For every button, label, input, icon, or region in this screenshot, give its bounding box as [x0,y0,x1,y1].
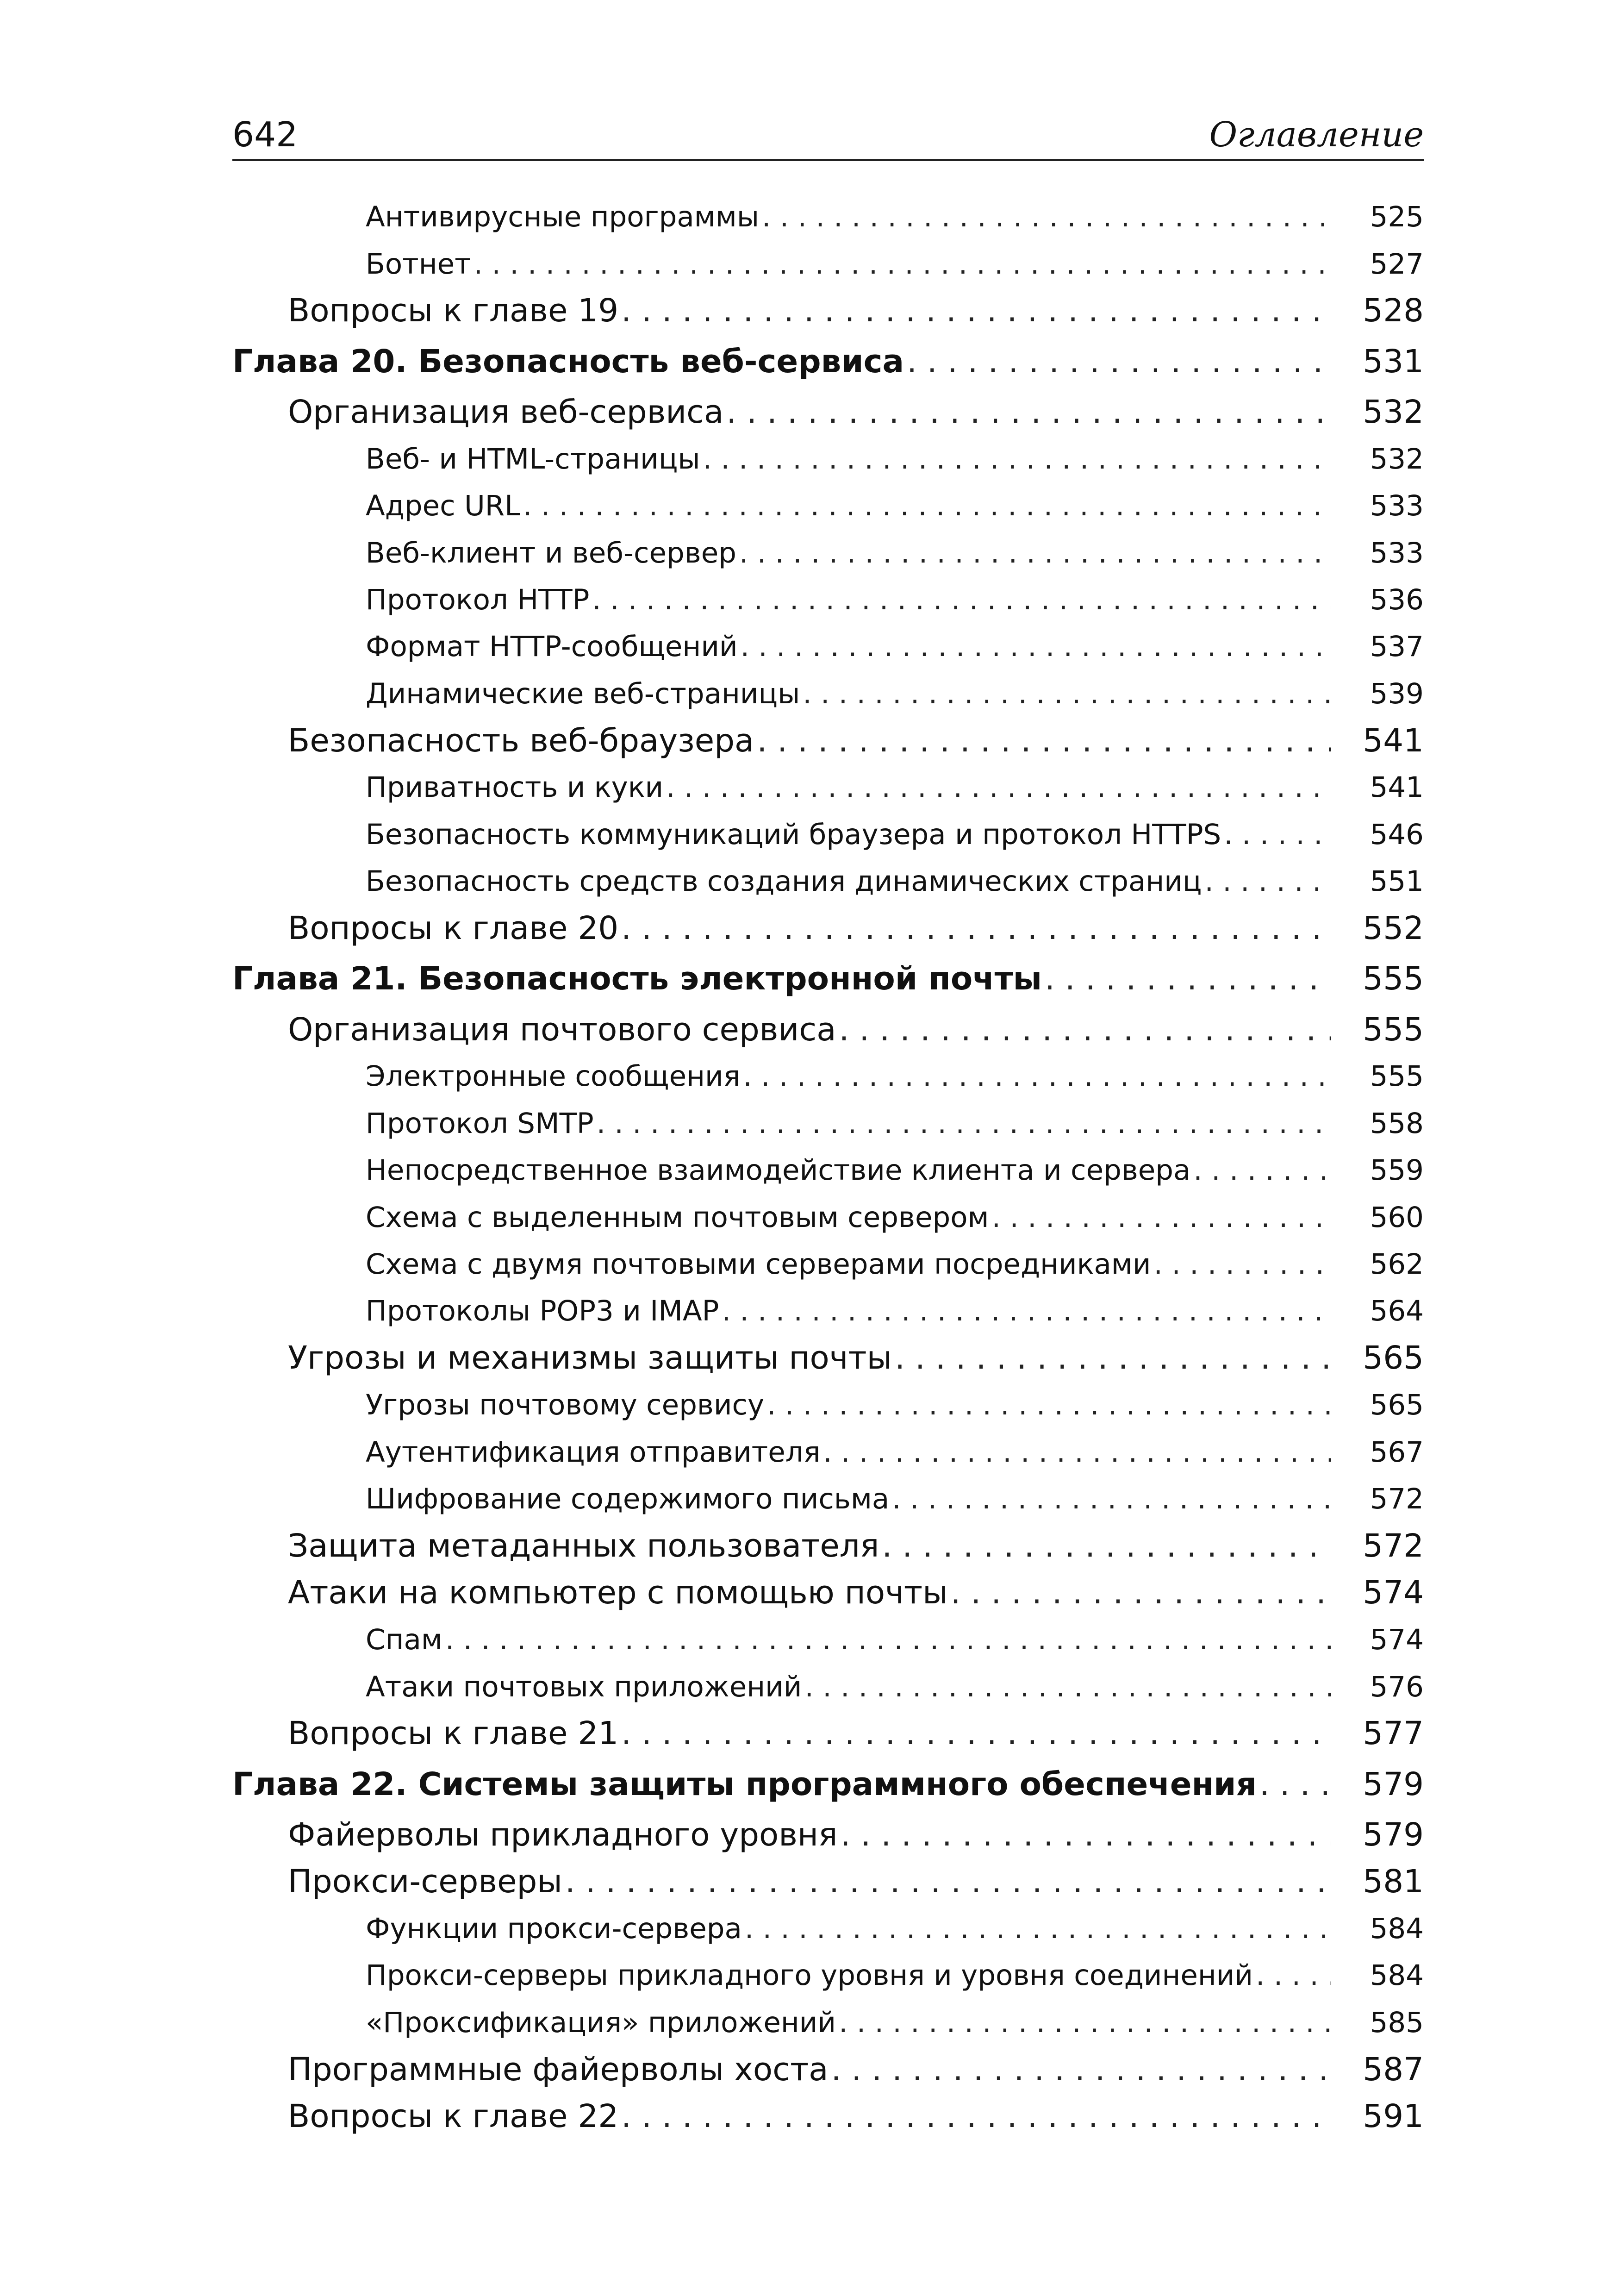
toc-section-entry[interactable] [232,1570,1424,1616]
running-head: Оглавление [1209,115,1424,155]
dot-leader [1259,1766,1331,1803]
toc-entry-page-number: 559 [1370,1154,1424,1187]
toc-section-entry[interactable] [232,288,1424,334]
toc-subsection-entry[interactable] [232,1053,1424,1100]
toc-subsection-entry[interactable] [232,1382,1424,1428]
dot-leader [743,1060,1331,1093]
toc-section-entry[interactable] [232,388,1424,435]
toc-entry-title: Организация почтового сервиса [288,1011,836,1048]
toc-entry-title: Глава 21. Безопасность электронной почты [232,960,1042,998]
dot-leader [703,443,1332,475]
toc-subsection-entry[interactable] [232,764,1424,811]
toc-entry-page-number: 565 [1370,1389,1424,1422]
toc-subsection-entry[interactable] [232,1476,1424,1522]
toc-entry-page-number: 525 [1370,200,1424,234]
toc-subsection-entry[interactable] [232,482,1424,529]
toc-section-entry[interactable] [232,1858,1424,1905]
toc-entry-page-number: 539 [1370,677,1424,710]
toc-entry-page-number: 555 [1363,1011,1424,1048]
toc-subsection-entry[interactable] [232,623,1424,670]
toc-entry-page-number: 537 [1370,630,1424,663]
dot-leader [839,1011,1331,1048]
dot-leader [621,910,1331,947]
toc-entry-page-number: 541 [1370,771,1424,804]
toc-entry-page-number: 574 [1370,1623,1424,1657]
dot-leader [823,1436,1331,1469]
toc-subsection-entry[interactable] [232,1194,1424,1240]
toc-subsection-entry[interactable] [232,1147,1424,1194]
toc-entry-page-number: 532 [1363,393,1424,431]
toc-entry-page-number: 567 [1370,1435,1424,1469]
toc-entry-title: Прокси-серверы [288,1863,562,1901]
toc-subsection-entry[interactable] [232,436,1424,482]
toc-chapter-entry[interactable] [232,334,1424,388]
toc-subsection-entry[interactable] [232,240,1424,287]
toc-section-entry[interactable] [232,1335,1424,1382]
dot-leader [523,489,1331,522]
header-rule [232,159,1424,161]
dot-leader [621,292,1331,329]
toc-subsection-entry[interactable] [232,1428,1424,1475]
toc-entry-page-number: 555 [1363,960,1424,998]
toc-entry-page-number: 560 [1370,1201,1424,1234]
toc-entry-page-number: 576 [1370,1670,1424,1703]
toc-section-entry[interactable] [232,2093,1424,2140]
page-header [232,109,1424,160]
dot-leader [839,2006,1331,2039]
dot-leader [882,1527,1331,1564]
toc-entry-title: Функции прокси-сервера [366,1912,742,1946]
toc-entry-page-number: 541 [1363,722,1424,759]
toc-entry-title: Шифрование содержимого письма [366,1482,890,1515]
toc-subsection-entry[interactable] [232,576,1424,623]
toc-entry-title: Протокол HTTP [366,583,590,616]
toc-section-entry[interactable] [232,1710,1424,1757]
dot-leader [722,1295,1331,1327]
dot-leader [726,394,1331,431]
toc-entry-page-number: 579 [1363,1816,1424,1853]
toc-entry-title: Угрозы почтовому сервису [366,1389,765,1422]
toc-entry-title: Ботнет [366,247,471,281]
toc-entry-title: Антивирусные программы [366,200,759,234]
toc-entry-page-number: 572 [1370,1482,1424,1515]
toc-entry-page-number: 558 [1370,1107,1424,1140]
toc-entry-page-number: 555 [1370,1060,1424,1093]
toc-section-entry[interactable] [232,1811,1424,1858]
dot-leader [1224,818,1331,851]
dot-leader [621,1715,1331,1752]
dot-leader [1193,1154,1331,1187]
toc-entry-title: Спам [366,1623,442,1657]
toc-subsection-entry[interactable] [232,1999,1424,2046]
toc-entry-page-number: 546 [1370,818,1424,851]
toc-entry-title: Веб- и HTML-страницы [366,442,700,475]
toc-entry-title: Вопросы к главе 21 [288,1715,619,1752]
dot-leader [992,1201,1331,1234]
toc-entry-page-number: 579 [1363,1765,1424,1803]
dot-leader [895,1339,1331,1376]
toc-entry-page-number: 585 [1370,2006,1424,2039]
toc-entry-page-number: 581 [1363,1863,1424,1901]
toc-entry-title: Непосредственное взаимодействие клиента и сервера [366,1154,1191,1187]
toc-entry-page-number: 591 [1363,2098,1424,2135]
toc-entry-page-number: 574 [1363,1574,1424,1612]
toc-entry-page-number: 527 [1370,247,1424,281]
toc-entry-title: Атаки почтовых приложений [366,1670,802,1703]
dot-leader [803,677,1331,710]
dot-leader [892,1483,1331,1515]
toc-entry-page-number: 532 [1370,442,1424,475]
dot-leader [1045,960,1331,997]
toc-subsection-entry[interactable] [232,1905,1424,1952]
toc-entry-page-number: 584 [1370,1912,1424,1946]
dot-leader [841,1816,1331,1853]
dot-leader [1154,1248,1331,1281]
toc-entry-title: Электронные сообщения [366,1060,741,1093]
toc-entry-title: Угрозы и механизмы защиты почты [288,1339,892,1377]
toc-entry-page-number: 551 [1370,865,1424,898]
toc-subsection-entry[interactable] [232,811,1424,858]
toc-entry-page-number: 562 [1370,1248,1424,1281]
toc-entry-page-number: 536 [1370,583,1424,616]
dot-leader [804,1670,1331,1703]
toc-entry-title: Веб-клиент и веб-сервер [366,536,736,569]
toc-entry-title: Безопасность средств создания динамических страниц [366,865,1202,898]
toc-subsection-entry[interactable] [232,1241,1424,1288]
toc-entry-page-number: 584 [1370,1959,1424,1992]
dot-leader [762,200,1331,233]
toc-entry-page-number: 528 [1363,292,1424,330]
toc-entry-title: Безопасность веб-браузера [288,722,754,759]
toc-entry-title: Глава 22. Системы защиты программного обеспечения [232,1765,1257,1803]
toc-entry-title: Вопросы к главе 19 [288,292,619,330]
toc-entry-title: Протокол SMTP [366,1107,594,1140]
table-of-contents [232,194,1424,2140]
toc-subsection-entry[interactable] [232,529,1424,576]
toc-entry-title: Глава 20. Безопасность веб-сервиса [232,343,904,380]
dot-leader [745,1912,1331,1945]
toc-entry-title: «Проксификация» приложений [366,2006,836,2039]
toc-entry-page-number: 587 [1363,2051,1424,2088]
dot-leader [445,1623,1331,1656]
toc-entry-title: Схема с двумя почтовыми серверами посредниками [366,1248,1151,1281]
dot-leader [741,630,1331,663]
toc-entry-title: Формат HTTP-сообщений [366,630,738,663]
toc-subsection-entry[interactable] [232,858,1424,905]
toc-section-entry[interactable] [232,1522,1424,1569]
toc-section-entry[interactable] [232,1006,1424,1053]
toc-entry-title: Программные файерволы хоста [288,2051,829,2088]
dot-leader [767,1389,1331,1421]
dot-leader [621,2098,1331,2135]
dot-leader [565,1863,1331,1900]
toc-entry-title: Атаки на компьютер с помощью почты [288,1574,948,1612]
toc-subsection-entry[interactable] [232,1616,1424,1663]
dot-leader [757,722,1331,759]
toc-subsection-entry[interactable] [232,1100,1424,1147]
toc-subsection-entry[interactable] [232,194,1424,240]
dot-leader [951,1574,1331,1611]
toc-entry-title: Безопасность коммуникаций браузера и протокол HTTPS [366,818,1221,851]
toc-entry-page-number: 552 [1363,910,1424,947]
toc-entry-title: Вопросы к главе 22 [288,2098,619,2135]
toc-entry-title: Вопросы к главе 20 [288,910,619,947]
dot-leader [1204,865,1331,898]
toc-entry-title: Приватность и куки [366,771,664,804]
toc-entry-page-number: 577 [1363,1715,1424,1752]
dot-leader [666,771,1331,804]
toc-entry-page-number: 533 [1370,489,1424,523]
toc-entry-page-number: 533 [1370,536,1424,569]
toc-entry-title: Организация веб-сервиса [288,393,724,431]
toc-section-entry[interactable] [232,2046,1424,2093]
toc-section-entry[interactable] [232,717,1424,764]
dot-leader [474,248,1331,281]
dot-leader [592,583,1331,616]
toc-chapter-entry[interactable] [232,1757,1424,1811]
toc-subsection-entry[interactable] [232,1952,1424,1999]
toc-entry-title: Протоколы POP3 и IMAP [366,1295,719,1328]
toc-entry-page-number: 565 [1363,1339,1424,1377]
toc-entry-title: Аутентификация отправителя [366,1435,821,1469]
dot-leader [907,343,1331,380]
dot-leader [831,2051,1331,2088]
toc-entry-title: Динамические веб-страницы [366,677,800,710]
toc-entry-title: Файерволы прикладного уровня [288,1816,838,1853]
dot-leader [597,1107,1331,1140]
toc-entry-title: Защита метаданных пользователя [288,1527,879,1564]
page-number: 642 [232,115,298,155]
toc-section-entry[interactable] [232,905,1424,951]
toc-entry-page-number: 572 [1363,1527,1424,1564]
toc-entry-title: Адрес URL [366,489,521,523]
toc-subsection-entry[interactable] [232,1288,1424,1334]
toc-entry-title: Схема с выделенным почтовым сервером [366,1201,989,1234]
dot-leader [1256,1959,1331,1992]
toc-entry-page-number: 564 [1370,1295,1424,1328]
toc-subsection-entry[interactable] [232,670,1424,717]
toc-entry-page-number: 531 [1363,343,1424,380]
toc-chapter-entry[interactable] [232,952,1424,1006]
dot-leader [739,537,1331,569]
toc-subsection-entry[interactable] [232,1663,1424,1710]
toc-entry-title: Прокси-серверы прикладного уровня и уровня соединений [366,1959,1253,1992]
